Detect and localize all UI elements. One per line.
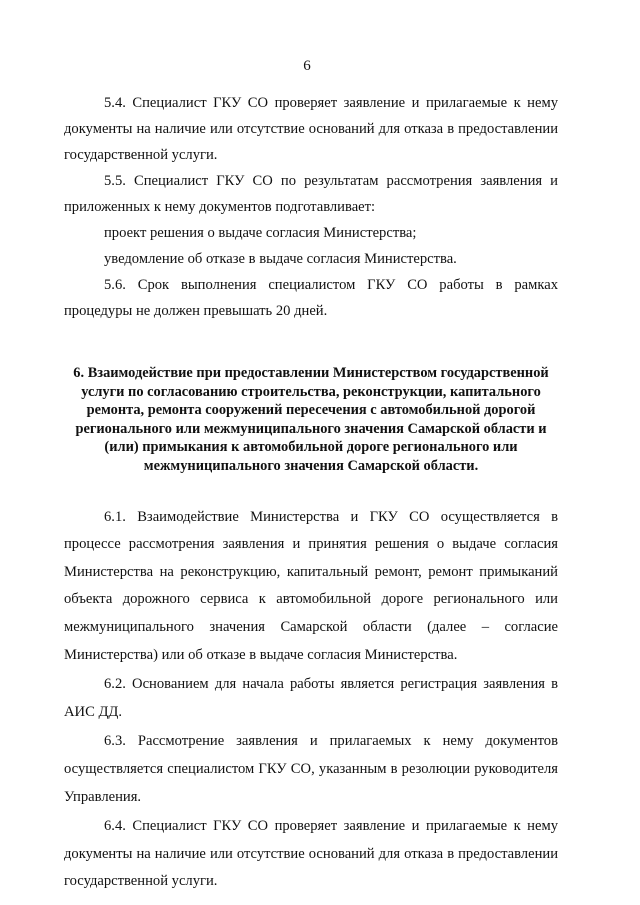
list-item-draft-decision: проект решения о выдаче согласия Министерства; [104, 225, 417, 241]
document-body [64, 90, 558, 896]
paragraph-6-2: 6.2. Основанием для начала работы является регистрация заявления в АИС ДД. [64, 676, 558, 720]
paragraph-5-5: 5.5. Специалист ГКУ СО по результатам рассмотрения заявления и приложенных к нему документов подготавливает: [64, 173, 558, 215]
paragraph-5-4: 5.4. Специалист ГКУ СО проверяет заявление и прилагаемые к нему документы на наличие или отсутствие оснований для отказа в предоставлении государственной услуги. [64, 95, 558, 163]
paragraph-6-4: 6.4. Специалист ГКУ СО проверяет заявление и прилагаемые к нему документы на наличие или отсутствие оснований для отказа в предоставлении государственной услуги. [64, 818, 558, 890]
paragraph-6-1: 6.1. Взаимодействие Министерства и ГКУ СО осуществляется в процессе рассмотрения заявления и принятия решения о выдаче согласия Министерства на реконструкцию, капитальный ремонт, ремонт примыканий объекта дорожного сервиса к автомобильной дороге регионального или межмуниципального значения Самарской области (далее – согласие Министерства) или об отказе в выдаче согласия Министерства. [64, 508, 558, 663]
paragraph-5-6: 5.6. Срок выполнения специалистом ГКУ СО работы в рамках процедуры не должен превышать 20 дней. [64, 277, 558, 319]
section-6-body [64, 504, 558, 896]
section-6-heading: 6. Взаимодействие при предоставлении Министерством государственной услуги по согласованию строительства, реконструкции, капитального ремонта, ремонта сооружений пересечения с автомобильной дорогой регионального или межмуниципального значения Самарской области и (или) примыкания к автомобильной дороге регионального или межмуниципального значения Самарской области. [73, 365, 549, 474]
page-number: 6 [303, 58, 311, 74]
paragraph-6-3: 6.3. Рассмотрение заявления и прилагаемых к нему документов осуществляется специалистом ГКУ СО, указанным в резолюции руководителя Управления. [64, 733, 558, 805]
list-item-refusal-notice: уведомление об отказе в выдаче согласия Министерства. [104, 251, 457, 267]
